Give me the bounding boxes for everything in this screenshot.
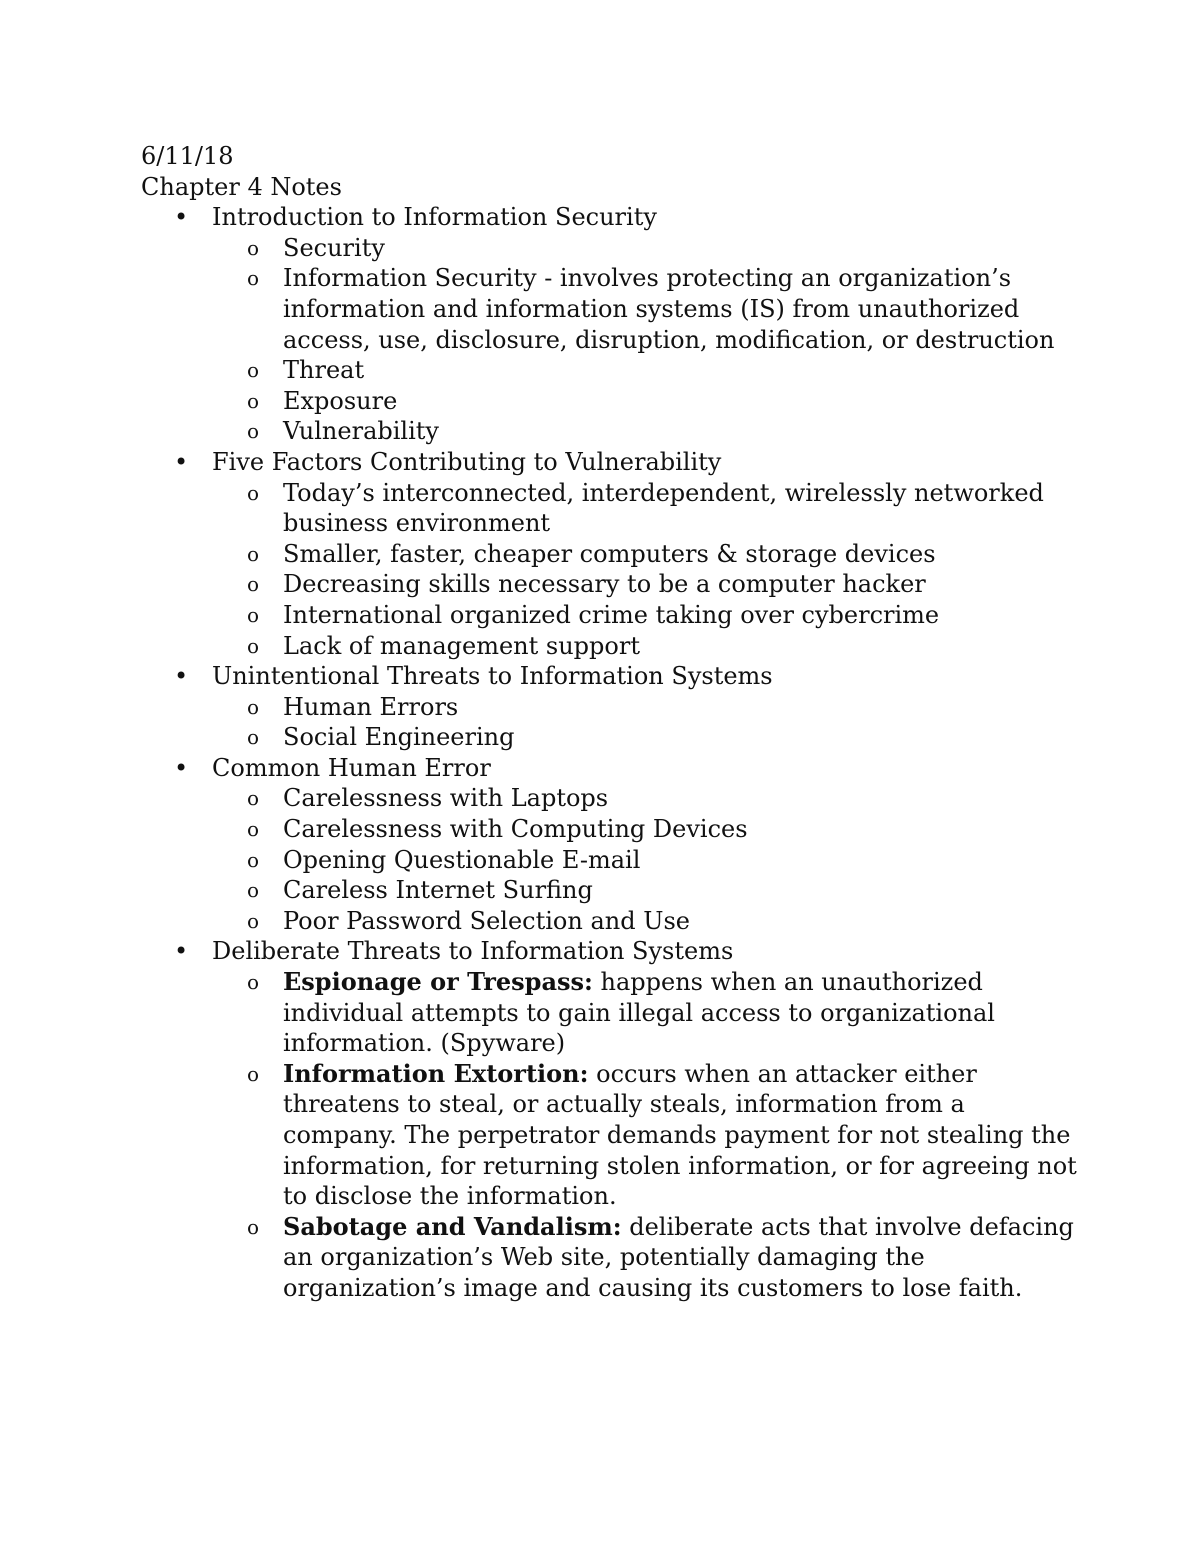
section-heading: Five Factors Contributing to Vulnerability: [212, 447, 722, 476]
bullet-icon: •: [174, 203, 189, 232]
section: [141, 202, 1081, 447]
item-text: Today’s interconnected, interdependent, wirelessly networked business environment: [283, 478, 1044, 538]
list-item: [212, 1059, 1081, 1212]
list-item: [212, 386, 1081, 417]
sub-bullet-icon: o: [247, 970, 260, 995]
sub-bullet-icon: o: [247, 1214, 260, 1239]
item-text: Opening Questionable E-mail: [283, 845, 641, 874]
item-text: Threat: [283, 356, 365, 385]
item-text: Decreasing skills necessary to be a computer hacker: [283, 570, 926, 599]
list-item: [212, 906, 1081, 937]
list-item: [212, 875, 1081, 906]
list-item: [212, 569, 1081, 600]
list-item: [212, 814, 1081, 845]
section-heading: Unintentional Threats to Information Systems: [212, 662, 773, 691]
item-text: Security: [283, 233, 385, 262]
section: [141, 936, 1081, 1303]
sub-bullet-icon: o: [247, 817, 260, 842]
document-date: 6/11/18: [141, 142, 234, 170]
sub-bullet-icon: o: [247, 388, 260, 413]
item-text: Vulnerability: [283, 417, 439, 446]
sub-list: [212, 233, 1081, 447]
sub-bullet-icon: o: [247, 266, 260, 291]
section: [141, 447, 1081, 661]
item-text: Exposure: [283, 386, 398, 415]
item-text: Information Security - involves protecting an organization’s information and information systems (IS) from unauthorized access, use, disclosure, disruption, modification, or destruction: [283, 264, 1055, 354]
sub-bullet-icon: o: [247, 1061, 260, 1086]
section: [141, 753, 1081, 937]
item-text: Human Errors: [283, 692, 459, 721]
sub-bullet-icon: o: [247, 786, 260, 811]
sub-bullet-icon: o: [247, 878, 260, 903]
bullet-icon: •: [174, 937, 189, 966]
list-item: [212, 722, 1081, 753]
list-item: [212, 478, 1081, 539]
list-item: [212, 845, 1081, 876]
sub-bullet-icon: o: [247, 725, 260, 750]
document-page: [141, 141, 1081, 1304]
section-heading: Introduction to Information Security: [212, 203, 657, 232]
sub-bullet-icon: o: [247, 541, 260, 566]
list-item: [212, 783, 1081, 814]
section: [141, 661, 1081, 753]
sub-bullet-icon: o: [247, 235, 260, 260]
section-heading: Common Human Error: [212, 753, 491, 782]
list-item: [212, 631, 1081, 662]
list-item: [212, 539, 1081, 570]
item-text: Careless Internet Surfing: [283, 876, 593, 905]
bullet-icon: •: [174, 662, 189, 691]
sub-bullet-icon: o: [247, 572, 260, 597]
sub-list: [212, 692, 1081, 753]
sub-bullet-icon: o: [247, 602, 260, 627]
item-term: Information Extortion:: [283, 1058, 589, 1088]
item-text: deliberate acts that involve defacing an organization’s Web site, potentially damaging the organization’s image and causing its customers to lose faith.: [283, 1212, 1074, 1302]
document-title: Chapter 4 Notes: [141, 172, 342, 201]
item-text: Social Engineering: [283, 723, 515, 752]
list-item: [212, 263, 1081, 355]
list-item: [212, 416, 1081, 447]
section-list: [141, 202, 1081, 1303]
sub-bullet-icon: o: [247, 480, 260, 505]
item-text: Carelessness with Computing Devices: [283, 815, 748, 844]
item-text: happens when an unauthorized individual attempts to gain illegal access to organizational information. (Spyware): [283, 968, 995, 1058]
list-item: [212, 967, 1081, 1059]
item-text: occurs when an attacker either threatens to steal, or actually steals, information from a company. The perpetrator demands payment for not stealing the information, for returning stolen information, or for agreeing not to disclose the information.: [283, 1059, 1077, 1211]
item-text: Smaller, faster, cheaper computers & storage devices: [283, 539, 936, 568]
sub-bullet-icon: o: [247, 694, 260, 719]
sub-list: [212, 967, 1081, 1304]
list-item: [212, 692, 1081, 723]
sub-bullet-icon: o: [247, 847, 260, 872]
sub-list: [212, 478, 1081, 662]
item-text: Lack of management support: [283, 631, 640, 660]
list-item: [212, 355, 1081, 386]
item-term: Espionage or Trespass:: [283, 967, 593, 997]
list-item: [212, 1212, 1081, 1304]
item-term: Sabotage and Vandalism:: [283, 1211, 622, 1241]
section-heading: Deliberate Threats to Information Systems: [212, 937, 734, 966]
sub-bullet-icon: o: [247, 419, 260, 444]
list-item: [212, 233, 1081, 264]
bullet-icon: •: [174, 753, 189, 782]
bullet-icon: •: [174, 447, 189, 476]
sub-bullet-icon: o: [247, 358, 260, 383]
list-item: [212, 600, 1081, 631]
item-text: International organized crime taking over cybercrime: [283, 600, 940, 629]
item-text: Carelessness with Laptops: [283, 784, 609, 813]
item-text: Poor Password Selection and Use: [283, 906, 690, 935]
sub-bullet-icon: o: [247, 633, 260, 658]
sub-bullet-icon: o: [247, 908, 260, 933]
sub-list: [212, 783, 1081, 936]
